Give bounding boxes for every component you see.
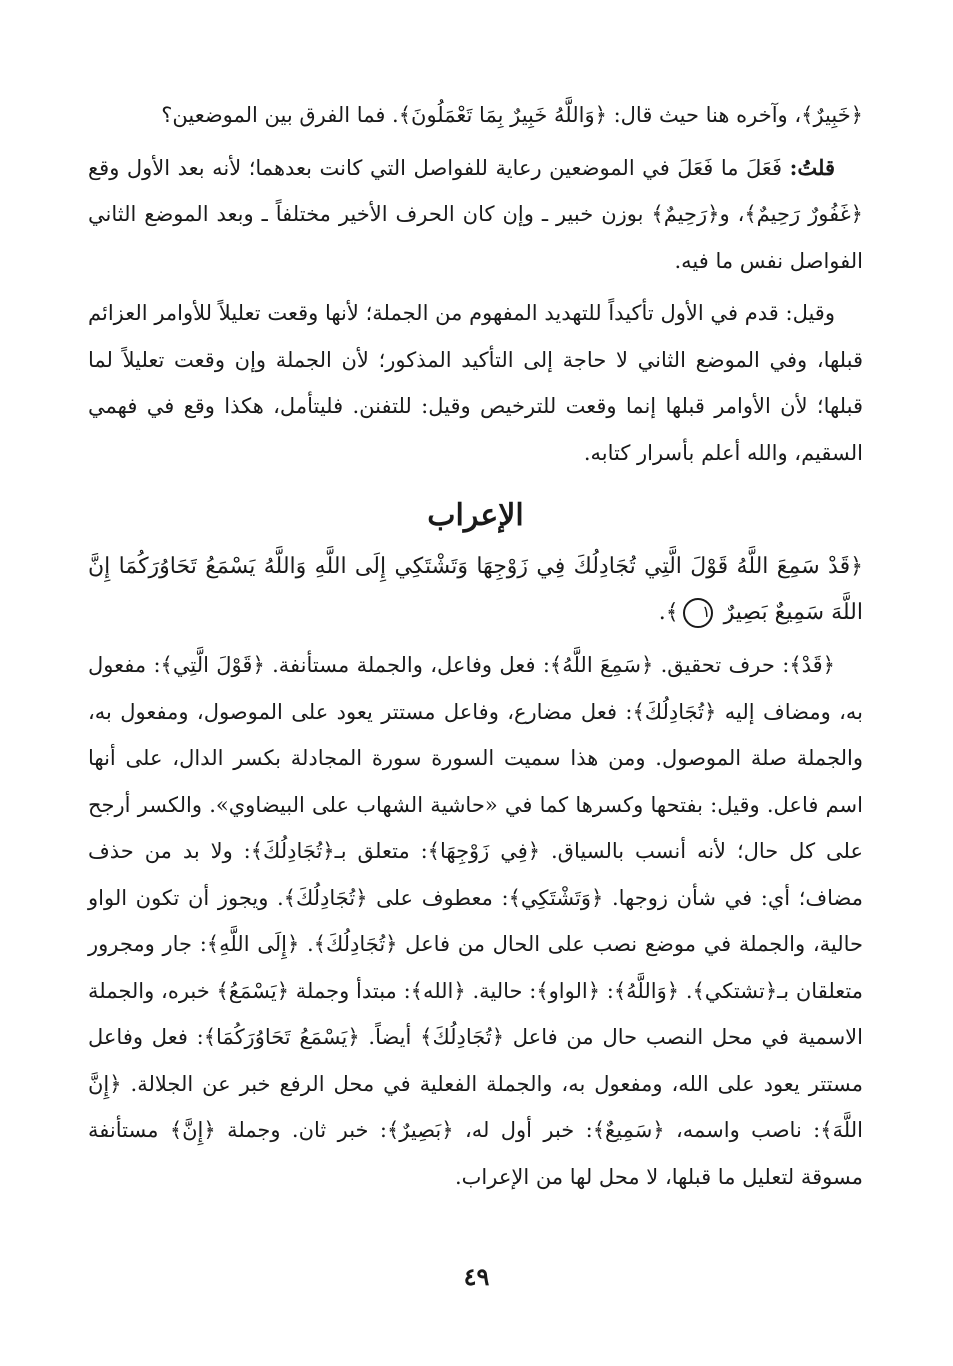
quran-verse <box>88 544 863 636</box>
page-number: ٤٩ <box>463 1262 490 1291</box>
irab-paragraph <box>88 642 863 1200</box>
paragraph-3-text: وقيل: قدم في الأول تأكيداً للتهديد المفهوم من الجملة؛ لأنها وقعت تعليلاً للأوامر العزائم قبلها، وفي الموضع الثاني لا حاجة إلى التأكيد المذكور؛ لأن الجملة وإن وقعت تعليلاً لما قبلها؛ لأن الأوامر قبلها إنما وقعت للترخيص وقيل: للتفنن. فليتأمل، هكذا وقع في فهمي السقيم، والله أعلم بأسرار كتابه. <box>88 301 863 465</box>
paragraph-2 <box>88 145 863 285</box>
paragraph-1 <box>88 92 863 139</box>
paragraph-2-lead: قلتُ: <box>789 154 835 180</box>
verse-number-marker: ١ <box>683 598 713 628</box>
paragraph-3 <box>88 290 863 476</box>
verse-closing: ﴾. <box>658 600 679 625</box>
section-heading: الإعراب <box>427 498 524 533</box>
paragraph-1-text: ﴿خَبِيرٌ﴾، وآخره هنا حيث قال: ﴿وَاللَّهُ خَبِيرٌ بِمَا تَعْمَلُونَ﴾. فما الفرق بين الموضعين؟ <box>161 103 863 127</box>
paragraph-2-text: فَعَلَ ما فَعَلَ في الموضعين رعاية للفواصل التي كانت بعدهما؛ لأنه بعد الأول وقع ﴿غَفُورٌ رَحِيمٌ﴾، و﴿رَحِيمٌ﴾ بوزن خبير ـ وإن كان الحرف الأخير مختلفاً ـ وبعد الموضع الثاني الفواصل نفس ما فيه. <box>88 155 863 273</box>
irab-text: ﴿قَدْ﴾: حرف تحقيق. ﴿سَمِعَ اللَّهُ﴾: فعل وفاعل، والجملة مستأنفة. ﴿قَوْلَ الَّتِي﴾: مفعول به، ومضاف إليه ﴿تُجَادِلُكَ﴾: فعل مضارع، وفاعل مستتر يعود على الموصول، ومفعول به، والجملة صلة الموصول. ومن هذا سميت السورة سورة المجادلة بكسر الدال، على أنها اسم فاعل. وقيل: بفتحها وكسرها كما في «حاشية الشهاب على البيضاوي». والكسر أرجح على كل حال؛ لأنه أنسب بالسياق. ﴿فِي زَوْجِهَا﴾: متعلق بـ﴿تُجَادِلُكَ﴾: ولا بد من حذف مضاف؛ أي: في شأن زوجها. ﴿وَتَشْتَكِي﴾: معطوف على ﴿تُجَادِلُكَ﴾. ويجوز أن تكون الواو حالية، والجملة في موضع نصب على الحال من فاعل ﴿تُجَادِلُكَ﴾. ﴿إِلَى اللَّهِ﴾: جار ومجرور متعلقان بـ﴿تشتكي﴾. ﴿وَاللَّهُ﴾: ﴿الواو﴾: حالية. ﴿الله﴾: مبتدأ وجملة ﴿يَسْمَعُ﴾ خبره، والجملة الاسمية في محل النصب حال من فاعل ﴿تُجَادِلُكَ﴾ أيضاً. ﴿يَسْمَعُ تَحَاوُرَكُمَا﴾: فعل وفاعل مستتر يعود على الله، ومفعول به، والجملة الفعلية في محل الرفع خبر عن الجلالة. ﴿إِنَّ اللَّهَ﴾: ناصب واسمه، ﴿سَمِيعٌ﴾: خبر أول له، ﴿بَصِيرٌ﴾: خبر ثان. وجملة ﴿إِنَّ﴾ مستأنفة مسوقة لتعليل ما قبلها، لا محل لها من الإعراب. <box>88 653 863 1189</box>
verse-text: ﴿قَدْ سَمِعَ اللَّهُ قَوْلَ الَّتِي تُجَادِلُكَ فِي زَوْجِهَا وَتَشْتَكِي إِلَى اللَّهِ وَاللَّهُ يَسْمَعُ تَحَاوُرَكُمَا إِنَّ اللَّهَ سَمِيعٌ بَصِيرٌ <box>88 554 863 625</box>
book-page <box>88 92 863 1306</box>
